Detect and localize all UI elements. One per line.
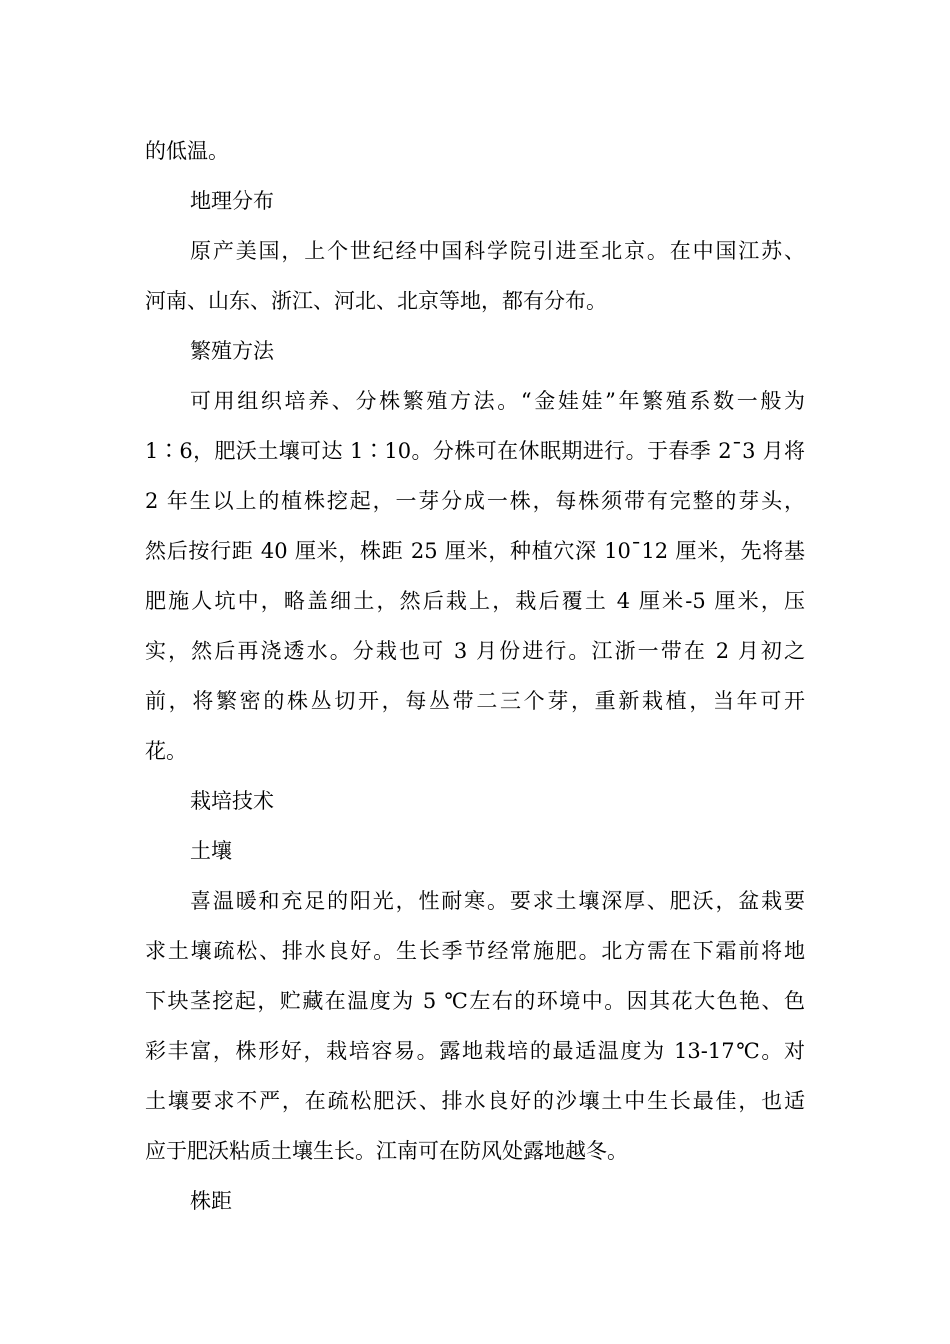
text-line: 的低温。 xyxy=(145,139,229,163)
text-line: 肥施人坑中，略盖细土，然后栽上，栽后覆土 4 厘米-5 厘米，压 xyxy=(145,589,805,613)
text-line: 前，将繁密的株丛切开，每丛带二三个芽，重新栽植，当年可开 xyxy=(145,689,805,713)
subsection-heading-spacing: 株距 xyxy=(190,1189,232,1213)
text-line: 实，然后再浇透水。分栽也可 3 月份进行。江浙一带在 2 月初之 xyxy=(145,639,805,663)
text-line: 2 年生以上的植株挖起，一芽分成一株，每株须带有完整的芽头， xyxy=(145,489,805,513)
text-line: 可用组织培养、分株繁殖方法。“金娃娃”年繁殖系数一般为 xyxy=(190,389,805,413)
text-line: 喜温暖和充足的阳光，性耐寒。要求土壤深厚、肥沃，盆栽要 xyxy=(190,889,805,913)
text-line: 河南、山东、浙江、河北、北京等地，都有分布。 xyxy=(145,289,607,313)
subsection-heading-soil: 土壤 xyxy=(190,839,232,863)
text-line: 然后按行距 40 厘米，株距 25 厘米，种植穴深 10¯12 厘米，先将基 xyxy=(145,539,805,563)
section-heading-propagation: 繁殖方法 xyxy=(190,339,274,363)
text-line: 原产美国，上个世纪经中国科学院引进至北京。在中国江苏、 xyxy=(190,239,805,263)
text-line: 土壤要求不严，在疏松肥沃、排水良好的沙壤土中生长最佳，也适 xyxy=(145,1089,805,1113)
section-heading-geography: 地理分布 xyxy=(190,189,274,213)
section-heading-cultivation: 栽培技术 xyxy=(190,789,274,813)
text-line: 下块茎挖起，贮藏在温度为 5 ℃左右的环境中。因其花大色艳、色 xyxy=(145,989,805,1013)
text-line: 1∶6，肥沃土壤可达 1∶10。分株可在休眠期进行。于春季 2¯3 月将 xyxy=(145,439,805,463)
text-line: 花。 xyxy=(145,739,187,763)
text-line: 求土壤疏松、排水良好。生长季节经常施肥。北方需在下霜前将地 xyxy=(145,939,805,963)
text-line: 应于肥沃粘质土壤生长。江南可在防风处露地越冬。 xyxy=(145,1139,628,1163)
text-line: 彩丰富，株形好，栽培容易。露地栽培的最适温度为 13-17℃。对 xyxy=(145,1039,805,1063)
